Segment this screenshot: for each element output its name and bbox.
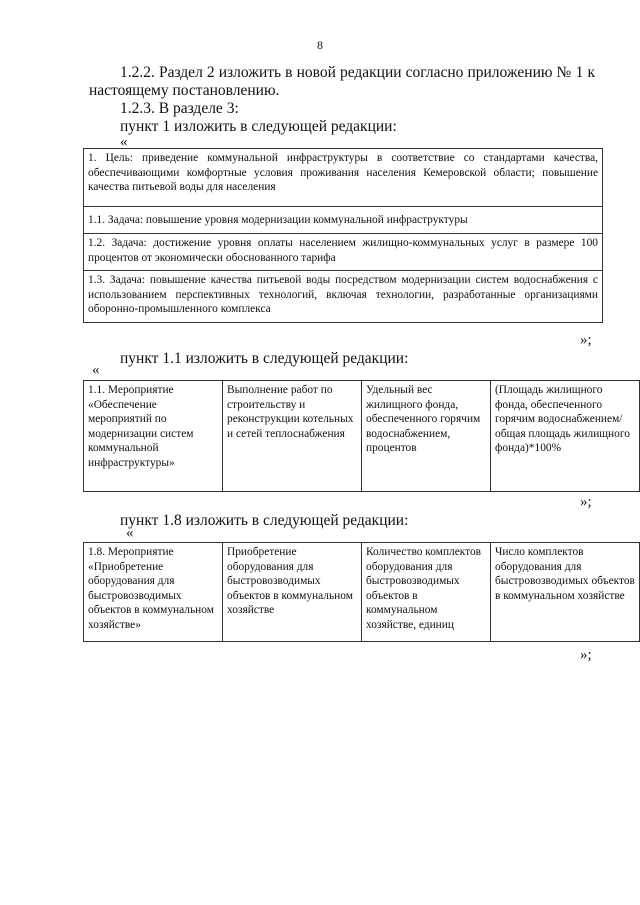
- paragraph-punkt-1: пункт 1 изложить в следующей редакции:: [120, 118, 397, 135]
- table-cell: Приобретение оборудования для быстровозводимых объектов в коммунальном хозяйстве: [223, 543, 362, 642]
- table-cell: 1.8. Мероприятие «Приобретение оборудования для быстровозводимых объектов в коммунальном хозяйстве»: [84, 543, 223, 642]
- table-row: [84, 543, 640, 642]
- table-cell: 1. Цель: приведение коммунальной инфраструктуры в соответствие со стандартами качества, обеспечивающими комфортные условия проживания населения Кемеровской области; повышение качества питьевой воды для населения: [84, 149, 603, 207]
- table-measure-1-1: [83, 380, 640, 492]
- table-cell: (Площадь жилищного фонда, обеспеченного горячим водоснабжением/ общая площадь жилищного фонда)*100%: [491, 381, 640, 492]
- close-quote: »;: [580, 494, 592, 510]
- open-quote: «: [92, 362, 100, 378]
- page-number: 8: [317, 38, 323, 52]
- table-cell: 1.1. Мероприятие «Обеспечение мероприятий по модернизации систем коммунальной инфраструктуры»: [84, 381, 223, 492]
- close-quote: »;: [580, 647, 592, 663]
- table-cell: Удельный вес жилищного фонда, обеспеченного горячим водоснабжением, процентов: [362, 381, 491, 492]
- table-measure-1-8: [83, 542, 640, 642]
- paragraph-1-2-2: 1.2.2. Раздел 2 изложить в новой редакции согласно приложению № 1 к настоящему постановлению.: [89, 64, 595, 99]
- table-row: [84, 149, 603, 207]
- table-row: [84, 271, 603, 323]
- table-row: [84, 207, 603, 234]
- paragraph-punkt-1-8: пункт 1.8 изложить в следующей редакции:: [120, 512, 409, 529]
- table-row: [84, 234, 603, 271]
- close-quote: »;: [580, 332, 592, 348]
- table-row: [84, 381, 640, 492]
- table-cell: 1.1. Задача: повышение уровня модернизации коммунальной инфраструктуры: [84, 207, 603, 234]
- paragraph-1-2-3: 1.2.3. В разделе 3:: [120, 100, 239, 117]
- table-cell: Число комплектов оборудования для быстровозводимых объектов в коммунальном хозяйстве: [491, 543, 640, 642]
- table-cell: Выполнение работ по строительству и реконструкции котельных и сетей теплоснабжения: [223, 381, 362, 492]
- table-goal-tasks: [83, 148, 603, 323]
- table-cell: 1.3. Задача: повышение качества питьевой воды посредством модернизации систем водоснабжения с использованием перспективных технологий, включая технологии, разработанные организациями оборонно-промышленного комплекса: [84, 271, 603, 323]
- open-quote: «: [126, 525, 134, 541]
- table-cell: Количество комплектов оборудования для быстровозводимых объектов в коммунальном хозяйстве, единиц: [362, 543, 491, 642]
- paragraph-punkt-1-1: пункт 1.1 изложить в следующей редакции:: [120, 350, 409, 367]
- table-cell: 1.2. Задача: достижение уровня оплаты населением жилищно-коммунальных услуг в размере 100 процентов от экономически обоснованного тарифа: [84, 234, 603, 271]
- open-quote: «: [120, 134, 128, 150]
